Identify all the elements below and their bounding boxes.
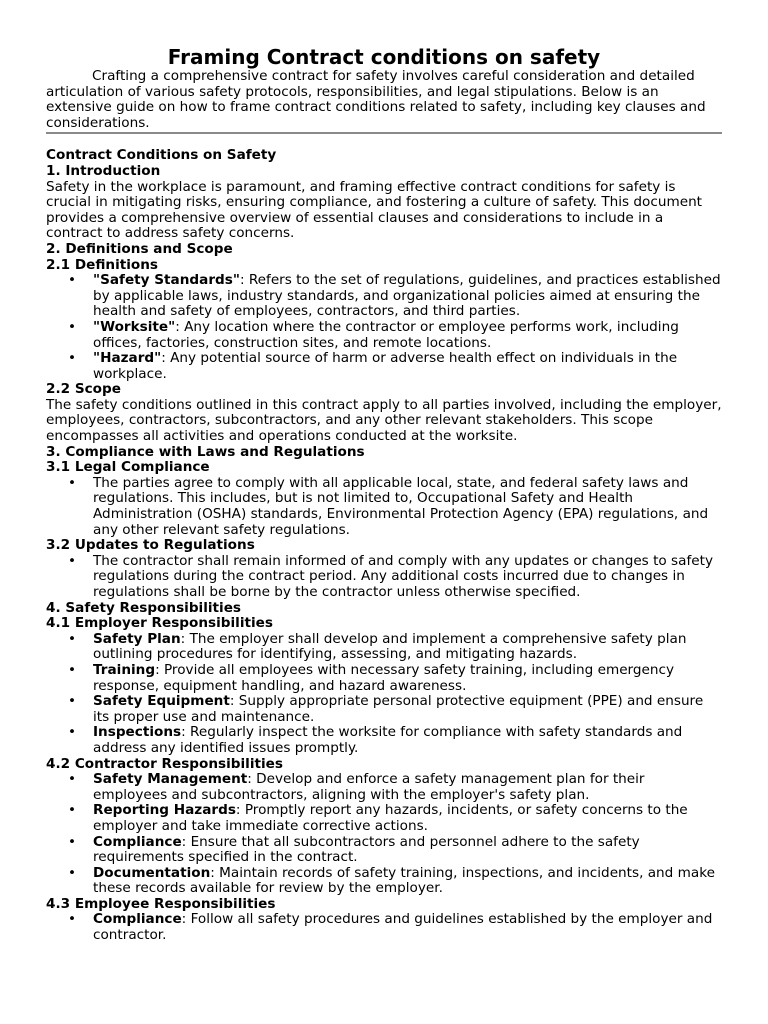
list-item — [93, 632, 722, 663]
term: Compliance — [93, 911, 182, 928]
definition: : Follow all safety procedures and guidelines established by the employer and contractor. — [93, 911, 713, 944]
employer-responsibilities-list — [46, 632, 722, 757]
definition: : Provide all employees with necessary safety training, including emergency response, equipment handling, and hazard awareness. — [93, 661, 675, 694]
list-item — [93, 351, 722, 382]
list-item — [93, 320, 722, 351]
legal-compliance-list — [46, 476, 722, 538]
term: "Hazard" — [93, 350, 162, 367]
definition: : Regularly inspect the worksite for compliance with safety standards and address any identified issues promptly. — [93, 724, 683, 756]
definition: : Refers to the set of regulations, guidelines, and practices established by applicable laws, industry standards, and organizational policies aimed at ensuring the health and safety of employees, contractors, and third parties. — [93, 272, 721, 320]
list-item — [93, 273, 722, 320]
list-item — [93, 866, 722, 897]
employee-responsibilities-list — [46, 912, 722, 943]
definition: : Maintain records of safety training, inspections, and incidents, and make these records available for review by the employer. — [93, 864, 715, 897]
definition: : Supply appropriate personal protective equipment (PPE) and ensure its proper use and maintenance. — [93, 693, 704, 725]
term: Safety Plan — [93, 630, 181, 647]
term: Safety Equipment — [93, 693, 230, 710]
section-2-2-heading: 2.2 Scope — [46, 381, 121, 398]
term: Reporting Hazards — [93, 802, 236, 819]
list-item — [93, 912, 722, 943]
definition: : Ensure that all subcontractors and personnel adhere to the safety requirements specified in the contract. — [93, 833, 640, 866]
section-4-1-heading: 4.1 Employer Responsibilities — [46, 615, 273, 632]
definition: : Any location where the contractor or employee performs work, including offices, factories, construction sites, and remote locations. — [93, 318, 679, 351]
intro-paragraph: Crafting a comprehensive contract for safety involves careful consideration and detailed articulation of various safety protocols, responsibilities, and legal stipulations. Below is an extensive guide on how to frame contract conditions related to safety, including key clauses and considerations. — [46, 68, 706, 131]
updates-list — [46, 554, 722, 601]
definition: : Develop and enforce a safety management plan for their employees and subcontractors, aligning with the employer's safety plan. — [93, 771, 645, 803]
section-2-2-body: The safety conditions outlined in this contract apply to all parties involved, including the employer, employees, contractors, subcontractors, and any other relevant stakeholders. This scope encompasses all activities and operations conducted at the worksite. — [46, 396, 722, 445]
term: Compliance — [93, 833, 182, 850]
list-item — [93, 725, 722, 756]
term: "Worksite" — [93, 318, 176, 335]
main-heading: Contract Conditions on Safety — [46, 147, 277, 164]
contractor-responsibilities-list — [46, 772, 722, 897]
term: "Safety Standards" — [93, 272, 240, 289]
list-item — [93, 835, 722, 866]
list-item — [93, 803, 722, 834]
section-4-heading: 4. Safety Responsibilities — [46, 599, 241, 616]
definition: : Any potential source of harm or adverse health effect on individuals in the workplace. — [93, 350, 678, 382]
section-3-heading: 3. Compliance with Laws and Regulations — [46, 443, 365, 460]
term: Documentation — [93, 864, 211, 881]
section-1-body: Safety in the workplace is paramount, and framing effective contract conditions for safety is crucial in mitigating risks, ensuring compliance, and fostering a culture of safety. This document provides a comprehensive overview of essential clauses and considerations to include in a contract to address safety concerns. — [46, 178, 703, 242]
section-1-heading: 1. Introduction — [46, 162, 161, 179]
section-3-1-heading: 3.1 Legal Compliance — [46, 459, 210, 476]
list-item — [93, 772, 722, 803]
definition: : Promptly report any hazards, incidents, or safety concerns to the employer and take immediate corrective actions. — [93, 802, 688, 834]
section-4-2-heading: 4.2 Contractor Responsibilities — [46, 755, 283, 772]
list-item — [93, 663, 722, 694]
section-2-heading: 2. Definitions and Scope — [46, 240, 233, 257]
section-3-2-heading: 3.2 Updates to Regulations — [46, 537, 255, 554]
list-item: • The parties agree to comply with all applicable local, state, and federal safety laws and regulations. This includes, but is not limited to, Occupational Safety and Health Administration (OSHA) standards, Environmental Protection Agency (EPA) regulations, and any other relevant safety regulations. — [93, 476, 722, 538]
section-4-3-heading: 4.3 Employee Responsibilities — [46, 895, 276, 912]
definitions-list — [46, 273, 722, 382]
document-title: Framing Contract conditions on safety — [167, 45, 601, 69]
term: Safety Management — [93, 771, 248, 788]
section-2-1-heading: 2.1 Definitions — [46, 256, 158, 273]
term: Inspections — [93, 724, 182, 741]
definition: : The employer shall develop and implement a comprehensive safety plan outlining procedures for identifying, assessing, and mitigating hazards. — [93, 630, 687, 663]
list-item: • The contractor shall remain informed of and comply with any updates or changes to safety regulations during the contract period. Any additional costs incurred due to changes in regulations shall be borne by the contractor unless otherwise specified. — [93, 554, 722, 601]
list-item — [93, 694, 722, 725]
term: Training — [93, 661, 156, 678]
